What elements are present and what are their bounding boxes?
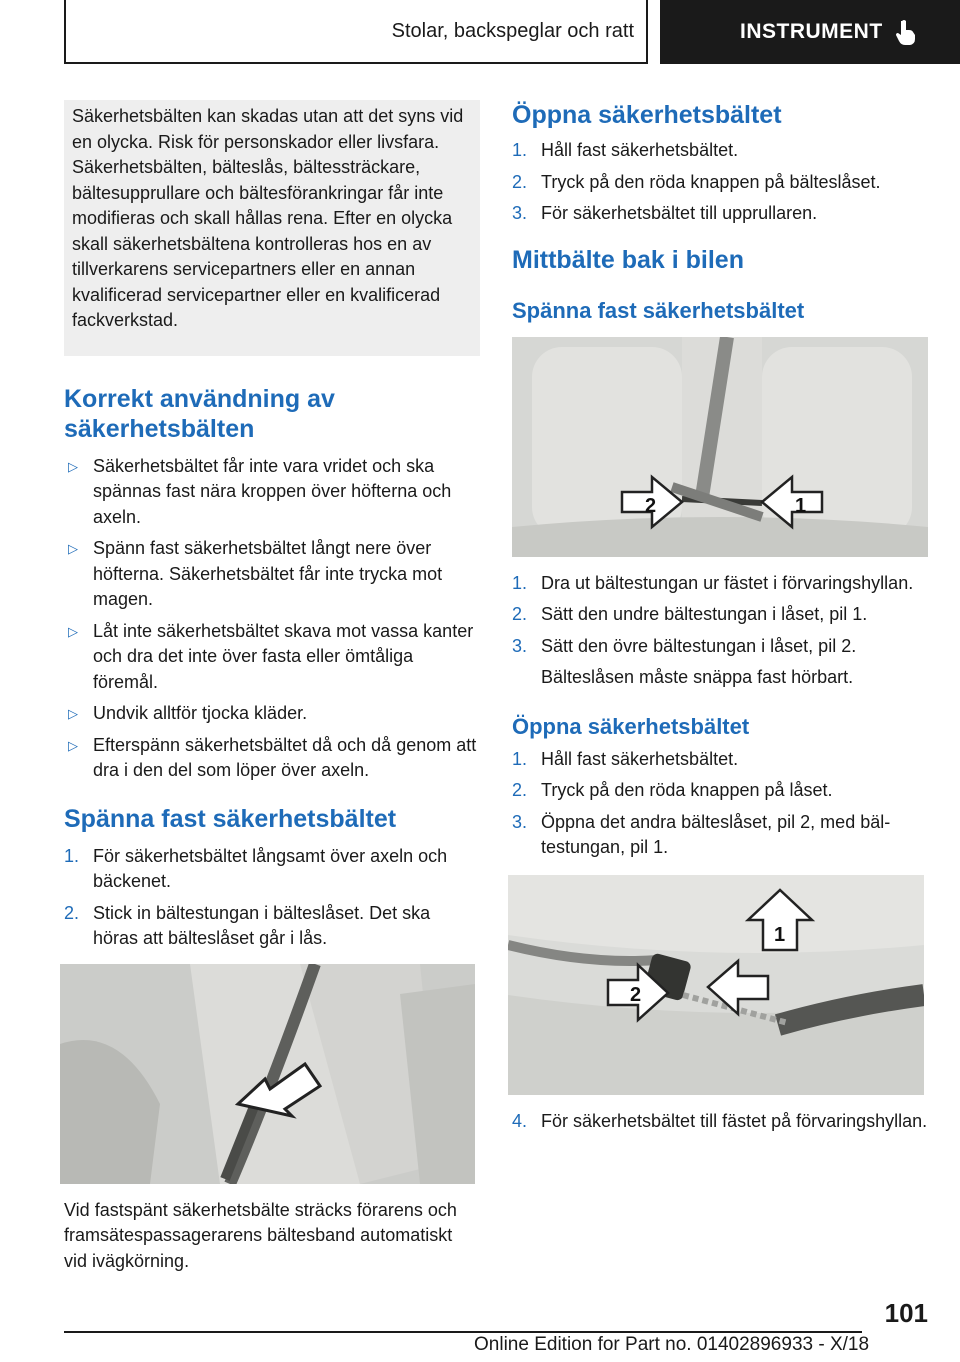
list-item: 3. För säkerhetsbältet till upprullaren. [512, 203, 818, 223]
list-item: 1. Dra ut bältestungan ur fästet i förvaringshyllan. [512, 572, 914, 593]
list-item: ▷ Efterspänn säkerhetsbältet då och då genom att dra i den del som löper över axeln. [68, 734, 477, 780]
middle-belt-heading: Mittbälte bak i bilen [512, 245, 744, 274]
footer-rule [64, 1331, 862, 1333]
hand-pointer-icon [895, 19, 917, 45]
rear-seat-fasten-illustration [512, 337, 928, 557]
middle-fasten-steps [512, 571, 928, 660]
list-item: ▷ Spänn fast säkerhetsbältet långt nere över höfterna. Säkerhetsbältet får inte trycka mot magen. [68, 538, 443, 609]
edition-footer: Online Edition for Part no. 01402896933 - X/18 [474, 1334, 870, 1355]
list-item: 2. Stick in bältestungan i bälteslåset. Det ska höras att bälteslåset går i lås. [64, 902, 431, 948]
arrow-1-label: 1 [795, 494, 807, 517]
warning-box: Säkerhetsbälten kan skadas utan att det syns vid en olycka. Risk för personskador eller livsfara. Säkerhetsbälten, bälteslås, bältessträckare, bältesupprullare och bältesförankringar får inte modifieras och skall hållas rena. Efter en olycka skall säkerhetsbältena kontrolleras hos en av tillverkarens servicepartners eller en annan kvalificerad servicepartner eller en kvalificerad fackverkstad. [64, 100, 480, 356]
section-title-text: Stolar, backspeglar och ratt [391, 19, 634, 42]
middle-open-heading: Öppna säkerhetsbältet [512, 713, 750, 739]
list-item: ▷ Säkerhetsbältet får inte vara vridet och ska spännas fast nära kroppen över höfterna och axeln. [68, 455, 452, 527]
list-item: 3. Öppna det andra bälteslåset, pil 2, med bältestungan, pil 1. [512, 811, 891, 857]
middle-fasten-note: Bälteslåsen måste snäppa fast hörbart. [541, 667, 854, 687]
list-item: ▷ Undvik alltför tjocka kläder. [68, 703, 308, 723]
page-number: 101 [884, 1298, 928, 1328]
fasten-steps [64, 844, 480, 952]
chapter-tab[interactable] [660, 0, 960, 64]
left-column [64, 100, 480, 1274]
list-item: 4. För säkerhetsbältet till fästet på förvaringshyllan. [512, 1110, 928, 1131]
list-item: 3. Sätt den övre bältestungan i låset, pil 2. [512, 635, 857, 656]
list-item: 1. Håll fast säkerhetsbältet. [512, 140, 739, 160]
right-column [512, 100, 928, 1140]
fasten-heading: Spänna fast säkerhetsbältet [64, 804, 397, 833]
correct-use-heading: Korrekt användning av säkerhetsbälten [64, 384, 335, 443]
rear-seat-open-photo [508, 875, 924, 1095]
list-item: 1. För säkerhetsbältet långsamt över axeln och bäckenet. [64, 845, 448, 891]
arrow-1-label: 1 [774, 923, 786, 946]
fasten-caption: Vid fastspänt säkerhetsbälte sträcks förarens och framsätespassagerarens bältesband automatiskt vid ivägkörning. [64, 1199, 457, 1271]
middle-final-steps [512, 1109, 928, 1135]
list-item: 2. Sätt den undre bältestungan i låset, pil 1. [512, 604, 868, 624]
list-item: 2. Tryck på den röda knappen på låset. [512, 780, 833, 800]
chapter-label: INSTRUMENT [740, 20, 883, 43]
middle-fasten-heading: Spänna fast säkerhetsbältet [512, 297, 805, 323]
open-steps [512, 138, 928, 227]
middle-open-steps [512, 747, 928, 861]
list-item: 2. Tryck på den röda knappen på bälteslåset. [512, 171, 881, 192]
arrow-2-label: 2 [630, 983, 642, 1006]
correct-use-list [64, 454, 480, 784]
section-title [64, 0, 648, 64]
open-heading: Öppna säkerhetsbältet [512, 101, 782, 129]
rear-seat-open-illustration [508, 875, 924, 1095]
arrow-2-label: 2 [645, 494, 657, 517]
front-seat-belt-photo [60, 964, 475, 1184]
front-seat-illustration [60, 964, 475, 1184]
list-item: ▷ Låt inte säkerhetsbältet skava mot vassa kanter och dra det inte över fasta eller ömtåliga föremål. [68, 620, 474, 692]
rear-seat-fasten-photo [512, 337, 928, 557]
list-item: 1. Håll fast säkerhetsbältet. [512, 748, 739, 769]
